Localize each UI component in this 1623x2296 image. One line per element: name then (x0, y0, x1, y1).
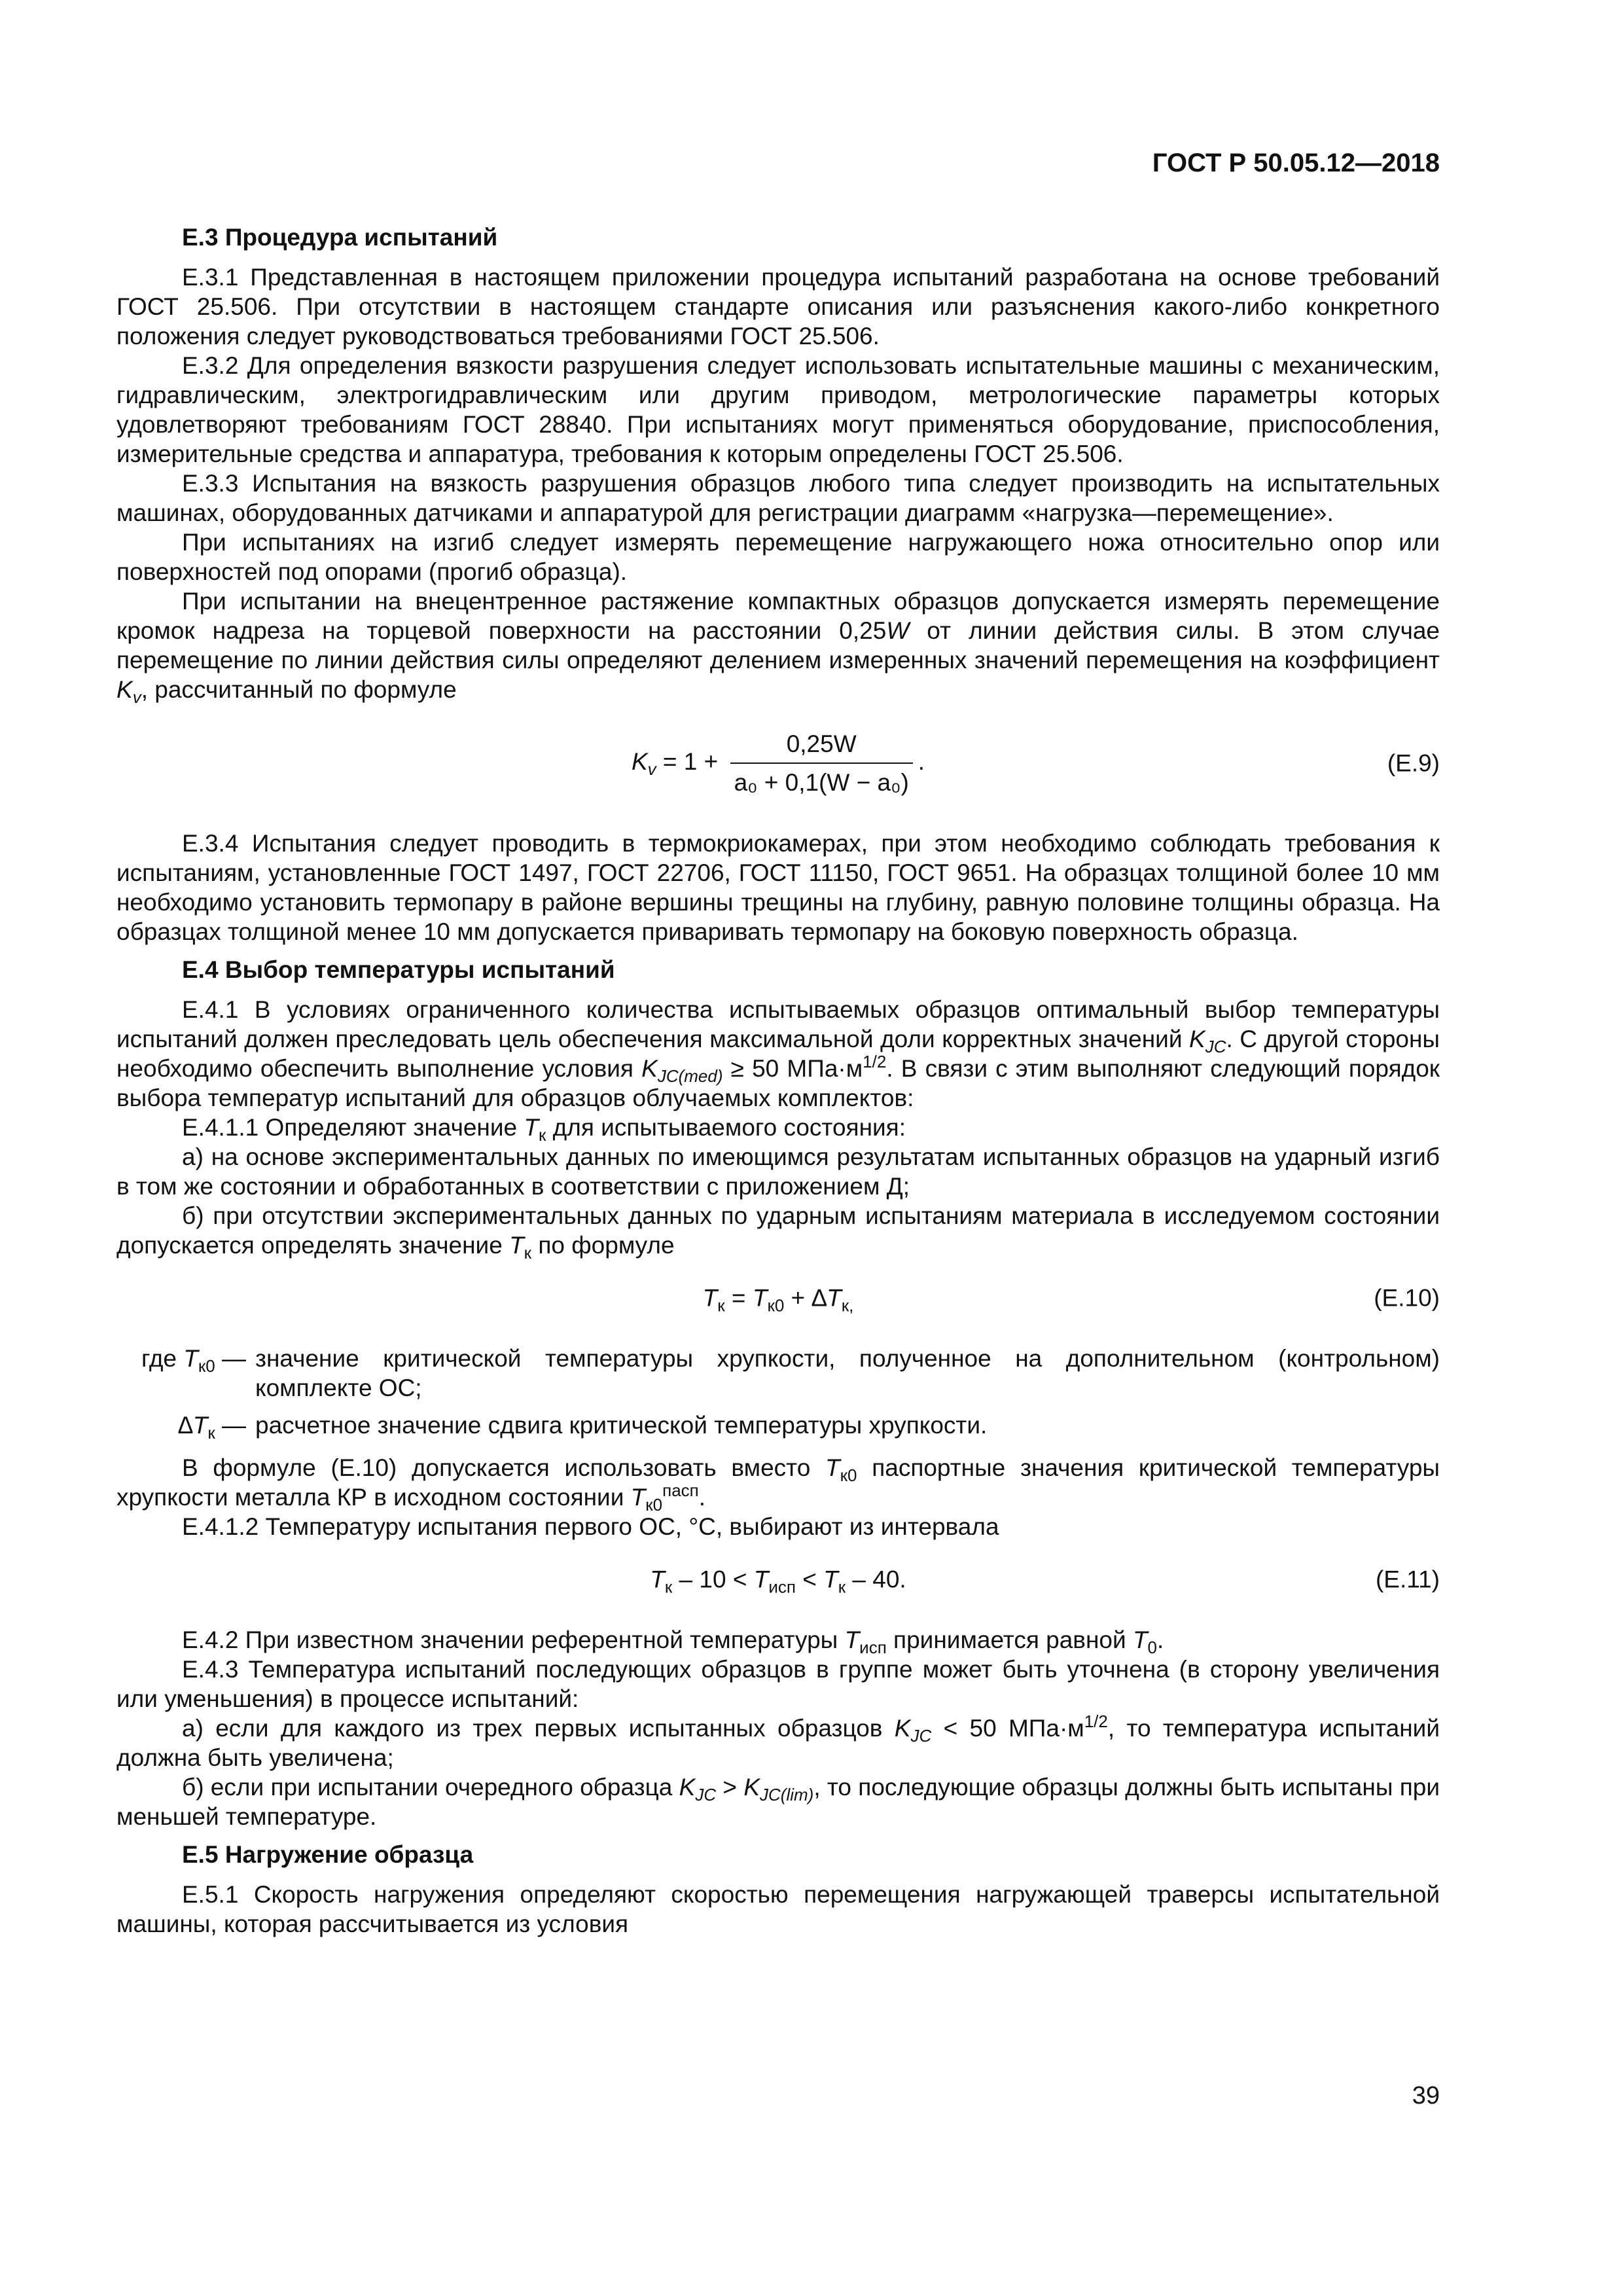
section-heading-e4: Е.4 Выбор температуры испытаний (182, 956, 615, 983)
page-number: 39 (1412, 2082, 1440, 2109)
document-id-header: ГОСТ Р 50.05.12—2018 (1152, 149, 1440, 177)
paragraph-eccentric-tension: При испытании на внецентренное растяжение компактных образцов допускается измерять перемещение кромок надреза на торцевой поверхности на расстоянии 0,25W от линии действия силы. В этом случае перемещение по линии действия силы определяют делением измеренных значений перемещения на коэффициент $K_v$, рассчитанный по формуле (116, 588, 1440, 707)
definition-tk0: где $T_{к0}$ — значение критической температуры хрупкости, полученное на дополнительном (контрольном) комплекте ОС; (141, 1345, 1440, 1401)
fraction-denominator: a₀ + 0,1(W − a₀) (734, 769, 909, 796)
paragraph-e4-2: Е.4.2 При известном значении референтной температуры $T_{исп}$ принимается равной $T_0$. (182, 1626, 1164, 1657)
paragraph-formula-note: В формуле (Е.10) допускается использовать вместо $T_{к0}$ паспортные значения критической температуры хрупкости металла КР в исходном состоянии $T_{к0}^{пасп}$. (116, 1454, 1440, 1515)
list-item-b: б) при отсутствии экспериментальных данных по ударным испытаниям материала в исследуемом состоянии допускается определять значение $T_к$ по формуле (116, 1202, 1440, 1263)
formula-number: (Е.10) (1374, 1284, 1440, 1312)
fraction (730, 729, 913, 797)
formula-e10: $T_к = T_{к0} + \Delta T_{к,}$ (Е.10) (702, 1284, 1440, 1316)
formula-number: (Е.9) (1387, 749, 1440, 777)
list-item-a: а) на основе экспериментальных данных по имеющимся результатам испытанных образцов на ударный изгиб в том же состоянии и обработанных в соответствии с приложением Д; (116, 1143, 1440, 1200)
fraction-numerator: 0,25W (730, 729, 913, 764)
paragraph-e4-1: Е.4.1 В условиях ограниченного количества испытываемых образцов оптимальный выбор температуры испытаний должен преследовать цель обеспечения максимальной доли корректных значений $K_{JC}$. С другой стороны необходимо обеспечить выполнение условия $K_{JC(med)} \ge 50$ $МПа\cdot м^{1/2}$. В связи с этим выполняют следующий порядок выбора температур испытаний для образцов облучаемых комплектов: (116, 996, 1440, 1111)
section-heading-e3: Е.3 Процедура испытаний (182, 224, 498, 251)
list-item-a-2: а) если для каждого из трех первых испытанных образцов $K_{JC} < 50$ $МПа\cdot м^{1/2}$, то температура испытаний должна быть увеличена; (116, 1712, 1440, 1771)
definition-delta-tk: $\Delta T_к$ — расчетное значение сдвига критической температуры хрупкости. (178, 1412, 988, 1443)
paragraph-e3-2: Е.3.2 Для определения вязкости разрушения следует использовать испытательные машины с механическим, гидравлическим, электрогидравлическим или другим приводом, метрологические параметры которых удовлетворяют требованиям ГОСТ 28840. При испытаниях могут применяться оборудование, приспособления, измерительные средства и аппаратура, требования к которым определены ГОСТ 25.506. (116, 352, 1440, 467)
paragraph-e3-3: Е.3.3 Испытания на вязкость разрушения образцов любого типа следует производить на испытательных машинах, оборудованных датчиками и аппаратурой для регистрации диаграмм «нагрузка—перемещение». (116, 470, 1440, 526)
paragraph-e5-1: Е.5.1 Скорость нагружения определяют скоростью перемещения нагружающей траверсы испытательной машины, которая рассчитывается из условия (116, 1881, 1440, 1937)
formula-e11: $T_к - 10 < T_{исп} < T_к - 40$. (Е.11) (650, 1566, 1440, 1597)
section-heading-e5: Е.5 Нагружение образца (182, 1841, 474, 1868)
paragraph-bending: При испытаниях на изгиб следует измерять перемещение нагружающего ножа относительно опор или поверхностей под опорами (прогиб образца). (116, 529, 1440, 585)
formula-number: (Е.11) (1375, 1566, 1440, 1593)
paragraph-e3-1: Е.3.1 Представленная в настоящем приложении процедура испытаний разработана на основе требований ГОСТ 25.506. При отсутствии в настоящем стандарте описания или разъяснения какого-либо конкретного положения следует руководствоваться требованиями ГОСТ 25.506. (116, 264, 1440, 350)
page-body (116, 223, 1440, 1939)
formula-e9: $K_v = 1$ + $\frac{0,25W}{\text{a₀ + 0,1(W − a₀)}}$ . (Е.9) (631, 730, 1440, 796)
paragraph-e3-4: Е.3.4 Испытания следует проводить в термокриокамерах, при этом необходимо соблюдать требования к испытаниям, установленные ГОСТ 1497, ГОСТ 22706, ГОСТ 11150, ГОСТ 9651. На образцах толщиной более 10 мм необходимо установить термопару в районе вершины трещины на глубину, равную половине толщины образца. На образцах толщиной менее 10 мм допускается приваривать термопару на боковую поверхность образца. (116, 830, 1440, 945)
paragraph-e4-1-2: Е.4.1.2 Температуру испытания первого ОС, °С, выбирают из интервала (182, 1513, 999, 1540)
paragraph-e4-3: Е.4.3 Температура испытаний последующих образцов в группе может быть уточнена (в сторону увеличения или уменьшения) в процессе испытаний: (116, 1656, 1440, 1712)
paragraph-e4-1-1: Е.4.1.1 Определяют значение $T_к$ для испытываемого состояния: (182, 1114, 906, 1145)
list-item-b-2: б) если при испытании очередного образца $K_{JC} > K_{JC(lim)}$, то последующие образцы должны быть испытаны при меньшей температуре. (116, 1774, 1440, 1830)
